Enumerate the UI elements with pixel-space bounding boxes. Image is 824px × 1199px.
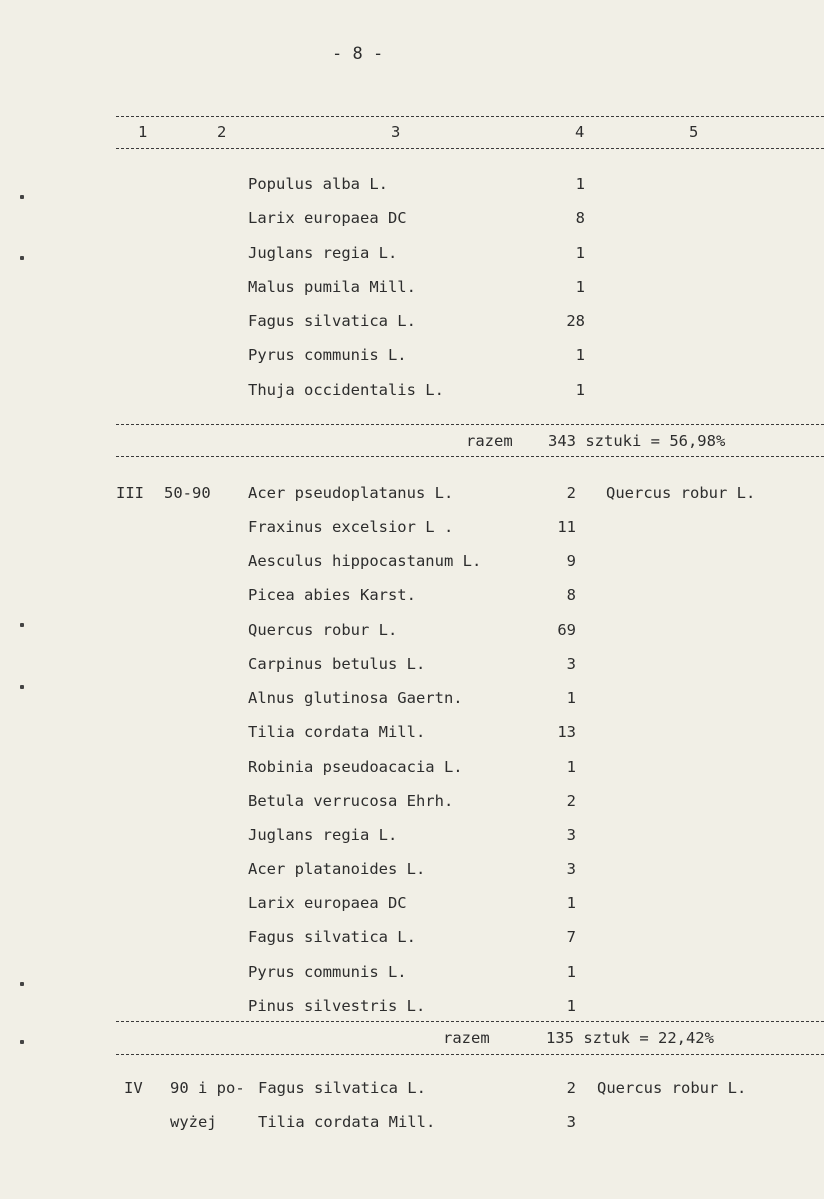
tree-count: 1 [566,894,576,912]
margin-mark [20,1040,24,1044]
tree-count: 11 [557,518,576,536]
column-header-2: 2 [217,123,227,141]
tree-count: 13 [557,723,576,741]
total-bottom-rule [116,1054,824,1055]
species-name: Betula verrucosa Ehrh. [248,792,454,810]
total-top-rule [116,1021,824,1022]
species-name: Fagus silvatica L. [248,312,416,330]
age-range-line-2: wyżej [170,1113,217,1131]
tree-count: 2 [566,484,576,502]
tree-count: 1 [575,346,585,364]
species-name: Quercus robur L. [248,621,398,639]
species-name: Alnus glutinosa Gaertn. [248,689,463,707]
tree-count: 3 [566,655,576,673]
margin-mark [20,256,24,260]
species-name: Juglans regia L. [248,244,398,262]
tree-count: 3 [566,1113,576,1131]
total-label: razem [466,432,513,450]
species-name: Pyrus communis L. [248,963,407,981]
species-name: Juglans regia L. [248,826,398,844]
age-range-line-1: 90 i po- [170,1079,245,1097]
species-name: Malus pumila Mill. [248,278,416,296]
species-name: Fagus silvatica L. [248,928,416,946]
total-top-rule [116,424,824,425]
dominant-species: Quercus robur L. [597,1079,747,1097]
total-value: 343 sztuki = 56,98% [548,432,726,450]
margin-mark [20,982,24,986]
tree-count: 1 [566,689,576,707]
column-header-1: 1 [138,123,148,141]
species-name: Aesculus hippocastanum L. [248,552,482,570]
tree-count: 2 [566,1079,576,1097]
tree-count: 9 [566,552,576,570]
species-name: Robinia pseudoacacia L. [248,758,463,776]
species-name: Acer pseudoplatanus L. [248,484,454,502]
species-name: Pinus silvestris L. [248,997,426,1015]
dominant-species: Quercus robur L. [606,484,756,502]
species-name: Tilia cordata Mill. [248,723,426,741]
tree-count: 7 [566,928,576,946]
page-number: - 8 - [332,44,384,64]
margin-mark [20,685,24,689]
tree-count: 2 [566,792,576,810]
tree-count: 8 [566,586,576,604]
species-name: Larix europaea DC [248,894,407,912]
tree-count: 3 [566,826,576,844]
species-name: Populus alba L. [248,175,388,193]
tree-count: 1 [575,175,585,193]
tree-count: 1 [575,244,585,262]
age-class: III [116,484,144,502]
margin-mark [20,623,24,627]
species-name: Thuja occidentalis L. [248,381,444,399]
species-name: Acer platanoides L. [248,860,426,878]
tree-count: 1 [575,278,585,296]
species-name: Pyrus communis L. [248,346,407,364]
column-header-4: 4 [575,123,585,141]
total-bottom-rule [116,456,824,457]
species-name: Carpinus betulus L. [248,655,426,673]
header-bottom-rule [116,148,824,149]
species-name: Larix europaea DC [248,209,407,227]
age-class: IV [124,1079,143,1097]
species-name: Fraxinus excelsior L . [248,518,454,536]
tree-count: 3 [566,860,576,878]
age-range: 50-90 [164,484,211,502]
species-name: Tilia cordata Mill. [258,1113,436,1131]
tree-count: 1 [566,963,576,981]
tree-count: 28 [566,312,585,330]
species-name: Fagus silvatica L. [258,1079,426,1097]
column-header-5: 5 [689,123,699,141]
tree-count: 1 [566,997,576,1015]
column-header-3: 3 [391,123,401,141]
total-label: razem [443,1029,490,1047]
tree-count: 8 [575,209,585,227]
total-value: 135 sztuk = 22,42% [546,1029,714,1047]
tree-count: 1 [566,758,576,776]
species-name: Picea abies Karst. [248,586,416,604]
margin-mark [20,195,24,199]
tree-count: 69 [557,621,576,639]
tree-count: 1 [575,381,585,399]
header-top-rule [116,116,824,117]
